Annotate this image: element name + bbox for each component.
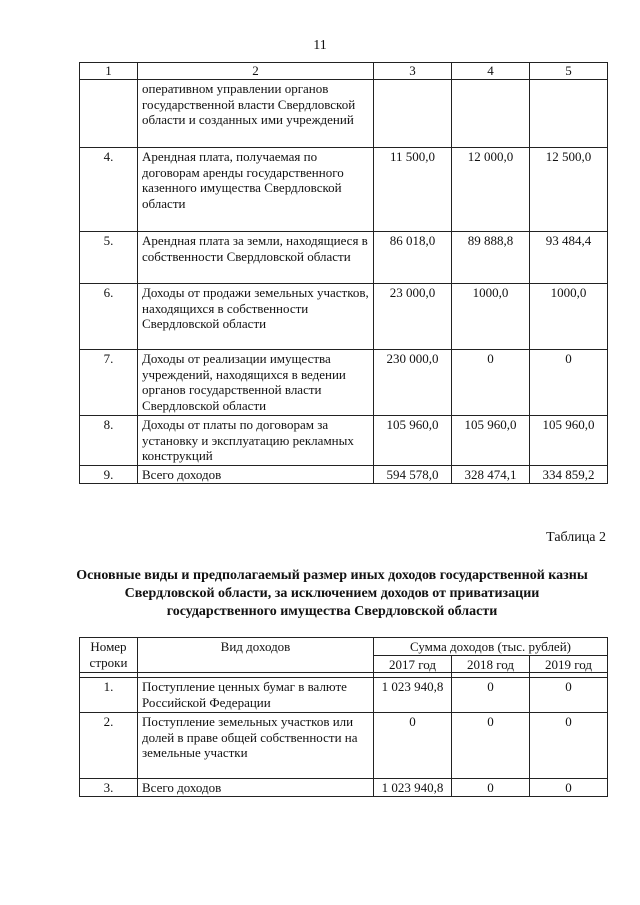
table-row [80,350,608,416]
header-cell: 2 [138,63,374,80]
header-year-2019: 2019 год [530,655,608,673]
value-2019: 0 [530,350,608,416]
row-name: Всего доходов [138,779,374,797]
row-name: оперативном управлении органов государственной власти Свердловской области и созданных ими учреждений [138,80,374,148]
value-2018: 105 960,0 [452,416,530,466]
value-2018: 0 [452,713,530,779]
value-2018: 328 474,1 [452,466,530,484]
value-2018: 0 [452,350,530,416]
table-header-row [80,638,608,656]
header-sum: Сумма доходов (тыс. рублей) [374,638,608,656]
row-number: 6. [80,284,138,350]
value-2017: 594 578,0 [374,466,452,484]
other-income-table [79,637,608,797]
table-caption: Таблица 2 [546,530,606,545]
row-name: Арендная плата за земли, находящиеся в собственности Свердловской области [138,232,374,284]
value-2017: 1 023 940,8 [374,678,452,713]
header-cell: 4 [452,63,530,80]
row-name: Доходы от продажи земельных участков, находящихся в собственности Свердловской области [138,284,374,350]
value-2017: 86 018,0 [374,232,452,284]
row-number: 8. [80,416,138,466]
value-2017: 1 023 940,8 [374,779,452,797]
header-text: строки [89,654,128,670]
row-name: Поступление земельных участков или долей в праве общей собственности на земельные участки [138,713,374,779]
table-row [80,148,608,232]
row-name: Доходы от платы по договорам за установку и эксплуатацию рекламных конструкций [138,416,374,466]
table-header-row [80,63,608,80]
table-row [80,713,608,779]
value-2019 [530,80,608,148]
value-2018: 12 000,0 [452,148,530,232]
table-row [80,80,608,148]
header-cell: 3 [374,63,452,80]
value-2019: 105 960,0 [530,416,608,466]
row-number: 7. [80,350,138,416]
value-2019: 93 484,4 [530,232,608,284]
value-2018: 0 [452,779,530,797]
row-number: 2. [80,713,138,779]
row-number [80,80,138,148]
table-row [80,232,608,284]
table-row-total [80,779,608,797]
value-2017: 230 000,0 [374,350,452,416]
row-number: 5. [80,232,138,284]
income-table-continued [79,62,608,484]
header-year-2018: 2018 год [452,655,530,673]
row-number: 3. [80,779,138,797]
value-2017: 0 [374,713,452,779]
value-2018: 89 888,8 [452,232,530,284]
header-cell: 5 [530,63,608,80]
table-row [80,284,608,350]
table-row [80,678,608,713]
value-2019: 0 [530,678,608,713]
value-2017 [374,80,452,148]
row-number: 1. [80,678,138,713]
value-2019: 0 [530,713,608,779]
value-2019: 0 [530,779,608,797]
value-2017: 105 960,0 [374,416,452,466]
table-row-total [80,466,608,484]
value-2017: 23 000,0 [374,284,452,350]
row-name: Всего доходов [138,466,374,484]
header-text: Номер [90,639,127,654]
row-number: 4. [80,148,138,232]
value-2019: 1000,0 [530,284,608,350]
row-name: Поступление ценных бумаг в валюте Российской Федерации [138,678,374,713]
value-2019: 334 859,2 [530,466,608,484]
header-year-2017: 2017 год [374,655,452,673]
value-2018 [452,80,530,148]
header-cell: 1 [80,63,138,80]
row-name: Доходы от реализации имущества учреждений, находящихся в ведении органов государственной власти Свердловской области [138,350,374,416]
value-2018: 0 [452,678,530,713]
value-2018: 1000,0 [452,284,530,350]
table-title: Основные виды и предполагаемый размер иных доходов государственной казны Свердловской области, за исключением доходов от приватизации государственного имущества Свердловской области [76,568,588,619]
value-2017: 11 500,0 [374,148,452,232]
value-2019: 12 500,0 [530,148,608,232]
header-income-type: Вид доходов [138,638,374,673]
row-number: 9. [80,466,138,484]
page-number: 11 [313,38,327,53]
header-row-number [80,638,138,673]
table-row [80,416,608,466]
row-name: Арендная плата, получаемая по договорам аренды государственного казенного имущества Свердловской области [138,148,374,232]
